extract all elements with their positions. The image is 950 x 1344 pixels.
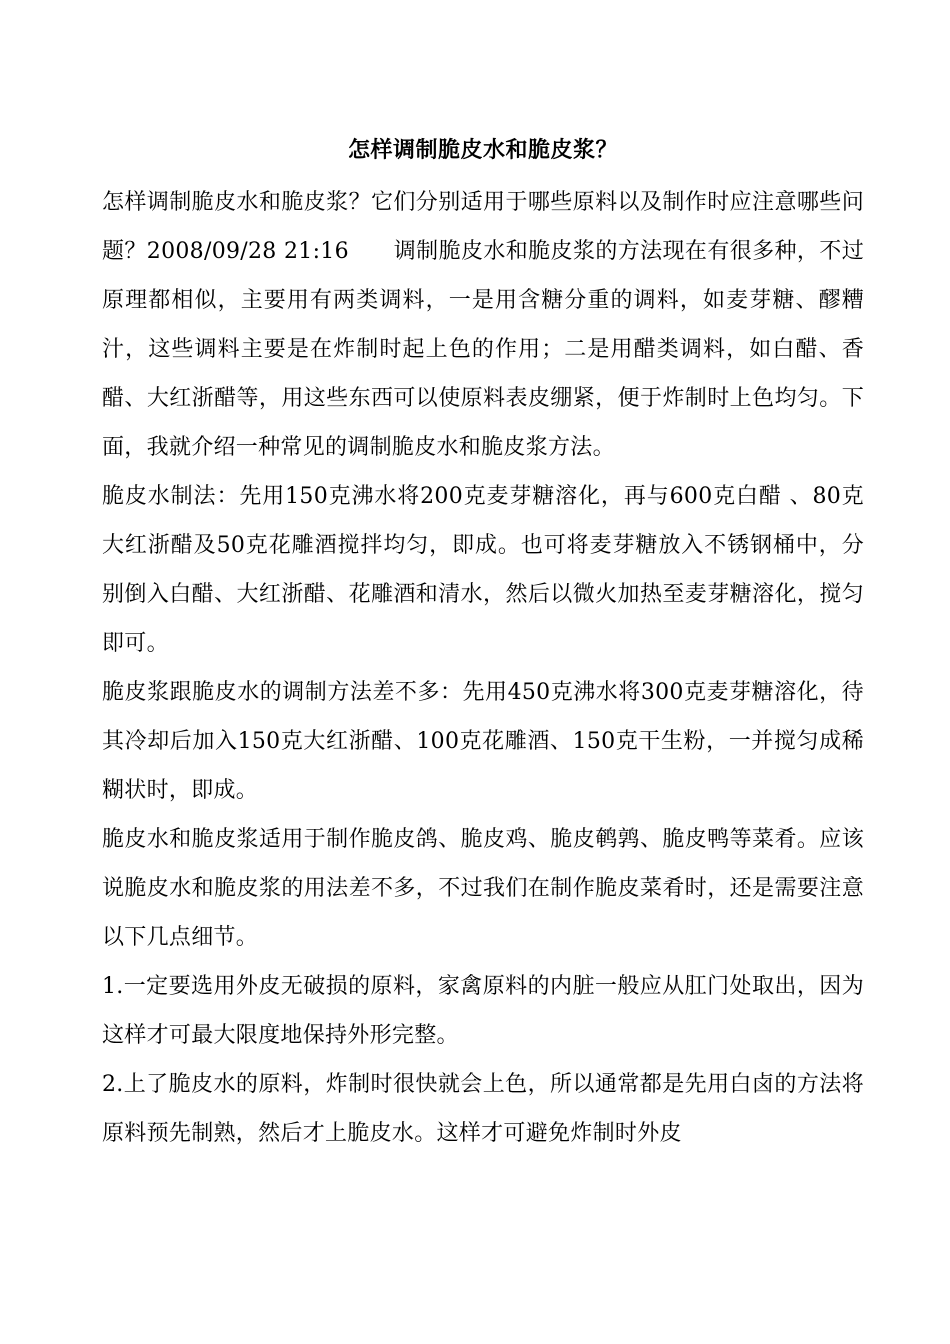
paragraph-crispy-water-method: 脆皮水制法：先用150克沸水将200克麦芽糖溶化，再与600克白醋 、80克大红浙醋及50克花雕酒搅拌均匀，即成。也可将麦芽糖放入不锈钢桶中，分别倒入白醋、大红浙醋、花雕酒和清水，然后以微火加热至麦芽糖溶化，搅匀即可。 — [102, 484, 864, 656]
paragraph-crispy-batter-method: 脆皮浆跟脆皮水的调制方法差不多：先用450克沸水将300克麦芽糖溶化，待其冷却后加入150克大红浙醋、100克花雕酒、150克干生粉，一并搅匀成稀糊状时，即成。 — [102, 680, 864, 803]
paragraph-usage: 脆皮水和脆皮浆适用于制作脆皮鸽、脆皮鸡、脆皮鹌鹑、脆皮鸭等菜肴。应该说脆皮水和脆皮浆的用法差不多，不过我们在制作脆皮菜肴时，还是需要注意以下几点细节。 — [102, 827, 864, 950]
paragraph-tip-2: 2.上了脆皮水的原料，炸制时很快就会上色，所以通常都是先用白卤的方法将原料预先制熟，然后才上脆皮水。这样才可避免炸制时外皮 — [102, 1072, 864, 1146]
paragraph-tip-1: 1.一定要选用外皮无破损的原料，家禽原料的内脏一般应从肛门处取出，因为这样才可最大限度地保持外形完整。 — [102, 974, 864, 1048]
document-title: 怎样调制脆皮水和脆皮浆？ — [347, 137, 618, 163]
paragraph-intro: 怎样调制脆皮水和脆皮浆？它们分别适用于哪些原料以及制作时应注意哪些问题？2008/09/28 21:16 调制脆皮水和脆皮浆的方法现在有很多种，不过原理都相似，主要用有两类调料，一是用含糖分重的调料，如麦芽糖、醪糟汁，这些调料主要是在炸制时起上色的作用；二是用醋类调料，如白醋、香醋、大红浙醋等，用这些东西可以使原料表皮绷紧，便于炸制时上色均匀。下面，我就介绍一种常见的调制脆皮水和脆皮浆方法。 — [102, 190, 864, 460]
